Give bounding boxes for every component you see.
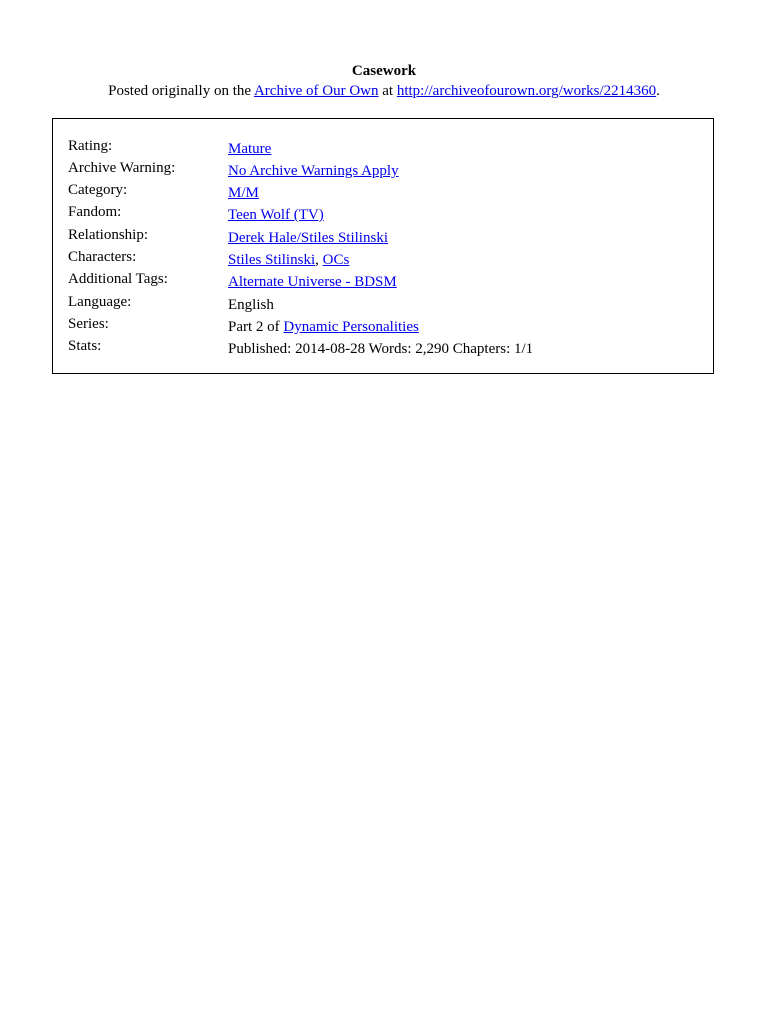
characters-label: Characters:: [68, 249, 137, 265]
meta-row-rating: [68, 137, 698, 159]
at-text: at: [378, 83, 397, 99]
meta-row-characters: [68, 248, 698, 270]
work-url-link[interactable]: http://archiveofourown.org/works/2214360: [396, 83, 657, 99]
work-meta-box: [52, 118, 714, 374]
fandom-link[interactable]: Teen Wolf (TV): [228, 207, 324, 223]
language-value: English: [228, 297, 274, 313]
characters-separator: ,: [315, 252, 323, 268]
relationship-label: Relationship:: [68, 227, 148, 243]
category-label: Category:: [68, 182, 128, 198]
tags-label: Additional Tags:: [68, 271, 168, 287]
series-label: Series:: [68, 316, 109, 332]
posted-suffix: .: [656, 83, 660, 99]
meta-row-tags: [68, 270, 698, 292]
posted-line: [0, 82, 768, 100]
archive-link[interactable]: Archive of Our Own: [253, 83, 379, 99]
fandom-label: Fandom:: [68, 204, 122, 220]
relationship-link[interactable]: Derek Hale/Stiles Stilinski: [228, 230, 388, 246]
meta-row-language: [68, 293, 698, 315]
tag-link[interactable]: Alternate Universe - BDSM: [228, 274, 397, 290]
character-link-stiles[interactable]: Stiles Stilinski: [228, 252, 316, 268]
work-title: Casework: [351, 63, 417, 79]
posted-prefix: Posted originally on the: [108, 83, 254, 99]
series-link[interactable]: Dynamic Personalities: [283, 319, 419, 335]
warning-label: Archive Warning:: [68, 160, 176, 176]
category-link[interactable]: M/M: [228, 185, 259, 201]
stats-label: Stats:: [68, 338, 102, 354]
meta-row-category: [68, 181, 698, 203]
meta-row-stats: [68, 337, 698, 359]
rating-label: Rating:: [68, 138, 113, 154]
language-label: Language:: [68, 294, 132, 310]
warning-link[interactable]: No Archive Warnings Apply: [228, 163, 399, 179]
meta-row-relationship: [68, 226, 698, 248]
meta-row-series: [68, 315, 698, 337]
work-header: [0, 62, 768, 100]
series-prefix: Part 2 of: [228, 319, 284, 335]
meta-row-fandom: [68, 203, 698, 225]
character-link-ocs[interactable]: OCs: [322, 252, 350, 268]
rating-link[interactable]: Mature: [228, 141, 272, 157]
stats-value: Published: 2014-08-28 Words: 2,290 Chapters: 1/1: [228, 341, 534, 357]
meta-row-warning: [68, 159, 698, 181]
